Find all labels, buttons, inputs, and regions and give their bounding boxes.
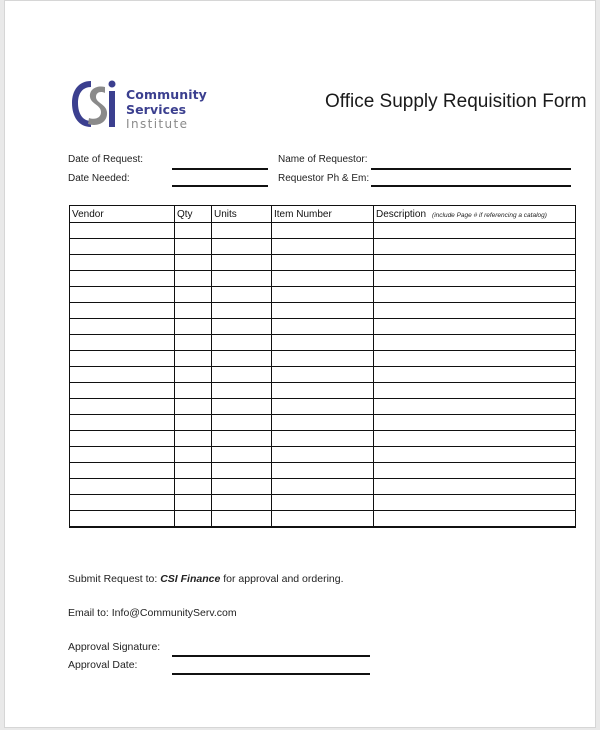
cell-qty[interactable] (175, 319, 212, 335)
cell-units[interactable] (212, 367, 272, 383)
cell-description[interactable] (374, 255, 576, 271)
table-row (70, 335, 576, 351)
cell-vendor[interactable] (70, 495, 175, 511)
csi-logo (69, 75, 207, 137)
cell-item-number[interactable] (272, 463, 374, 479)
cell-item-number[interactable] (272, 239, 374, 255)
cell-vendor[interactable] (70, 303, 175, 319)
approval-date-field[interactable] (172, 673, 370, 675)
cell-qty[interactable] (175, 367, 212, 383)
cell-units[interactable] (212, 431, 272, 447)
cell-vendor[interactable] (70, 287, 175, 303)
cell-description[interactable] (374, 447, 576, 463)
cell-description[interactable] (374, 351, 576, 367)
cell-description[interactable] (374, 271, 576, 287)
cell-vendor[interactable] (70, 447, 175, 463)
cell-item-number[interactable] (272, 495, 374, 511)
requestor-ph-em-field[interactable] (371, 185, 571, 187)
cell-vendor[interactable] (70, 351, 175, 367)
cell-units[interactable] (212, 255, 272, 271)
cell-vendor[interactable] (70, 335, 175, 351)
cell-item-number[interactable] (272, 447, 374, 463)
cell-units[interactable] (212, 399, 272, 415)
cell-item-number[interactable] (272, 351, 374, 367)
name-of-requestor-field[interactable] (371, 168, 571, 170)
table-row (70, 479, 576, 495)
date-needed-label: Date Needed: (68, 173, 130, 184)
cell-vendor[interactable] (70, 223, 175, 239)
cell-units[interactable] (212, 287, 272, 303)
cell-qty[interactable] (175, 511, 212, 527)
table-row (70, 495, 576, 511)
table-row (70, 287, 576, 303)
cell-units[interactable] (212, 383, 272, 399)
col-header-vendor: Vendor (70, 206, 175, 223)
cell-units[interactable] (212, 447, 272, 463)
email-line: Email to: Info@CommunityServ.com (68, 607, 237, 619)
table-row (70, 271, 576, 287)
cell-item-number[interactable] (272, 399, 374, 415)
table-row (70, 319, 576, 335)
cell-item-number[interactable] (272, 511, 374, 527)
cell-vendor[interactable] (70, 383, 175, 399)
table-row (70, 367, 576, 383)
logo-wordmark (126, 87, 207, 132)
cell-item-number[interactable] (272, 303, 374, 319)
cell-qty[interactable] (175, 495, 212, 511)
col-header-units: Units (212, 206, 272, 223)
cell-description[interactable] (374, 287, 576, 303)
col-header-qty: Qty (175, 206, 212, 223)
submit-request-recipient: CSI Finance (160, 573, 221, 585)
cell-qty[interactable] (175, 223, 212, 239)
cell-item-number[interactable] (272, 479, 374, 495)
cell-description[interactable] (374, 335, 576, 351)
supply-items-table (69, 205, 576, 528)
cell-item-number[interactable] (272, 415, 374, 431)
requestor-ph-em-label: Requestor Ph & Em: (278, 173, 370, 184)
cell-qty[interactable] (175, 447, 212, 463)
table-row (70, 511, 576, 527)
cell-qty[interactable] (175, 271, 212, 287)
cell-units[interactable] (212, 415, 272, 431)
cell-qty[interactable] (175, 415, 212, 431)
table-row (70, 239, 576, 255)
table-row (70, 463, 576, 479)
cell-item-number[interactable] (272, 431, 374, 447)
cell-vendor[interactable] (70, 415, 175, 431)
cell-qty[interactable] (175, 303, 212, 319)
cell-units[interactable] (212, 319, 272, 335)
cell-vendor[interactable] (70, 479, 175, 495)
date-of-request-label: Date of Request: (68, 154, 144, 165)
cell-description[interactable] (374, 239, 576, 255)
cell-vendor[interactable] (70, 319, 175, 335)
table-row (70, 415, 576, 431)
cell-vendor[interactable] (70, 239, 175, 255)
cell-description[interactable] (374, 431, 576, 447)
cell-description[interactable] (374, 303, 576, 319)
description-hint: (include Page # if referencing a catalog) (432, 211, 547, 219)
cell-vendor[interactable] (70, 367, 175, 383)
table-row (70, 431, 576, 447)
cell-qty[interactable] (175, 239, 212, 255)
submit-request-line (68, 573, 344, 585)
cell-item-number[interactable] (272, 335, 374, 351)
table-row (70, 351, 576, 367)
approval-signature-field[interactable] (172, 655, 370, 657)
cell-vendor[interactable] (70, 463, 175, 479)
cell-vendor[interactable] (70, 271, 175, 287)
cell-item-number[interactable] (272, 367, 374, 383)
cell-units[interactable] (212, 303, 272, 319)
cell-units[interactable] (212, 335, 272, 351)
table-row (70, 303, 576, 319)
cell-units[interactable] (212, 271, 272, 287)
approval-date-label: Approval Date: (68, 659, 138, 671)
approval-signature-label: Approval Signature: (68, 641, 161, 653)
cell-qty[interactable] (175, 399, 212, 415)
col-header-description (374, 206, 576, 223)
cell-description[interactable] (374, 479, 576, 495)
cell-description[interactable] (374, 399, 576, 415)
table-row (70, 399, 576, 415)
cell-units[interactable] (212, 351, 272, 367)
cell-units[interactable] (212, 495, 272, 511)
cell-item-number[interactable] (272, 319, 374, 335)
table-row (70, 447, 576, 463)
cell-description[interactable] (374, 415, 576, 431)
cell-qty[interactable] (175, 463, 212, 479)
cell-item-number[interactable] (272, 223, 374, 239)
description-label: Description (376, 208, 427, 220)
cell-description[interactable] (374, 367, 576, 383)
cell-description[interactable] (374, 319, 576, 335)
cell-units[interactable] (212, 511, 272, 527)
logo-line-institute: Institute (126, 117, 189, 131)
cell-units[interactable] (212, 479, 272, 495)
table-row (70, 223, 576, 239)
cell-description[interactable] (374, 383, 576, 399)
form-title: Office Supply Requisition Form (325, 91, 587, 112)
date-of-request-field[interactable] (172, 168, 268, 170)
logo-line-services: Services (126, 102, 187, 117)
date-needed-field[interactable] (172, 185, 268, 187)
table-row (70, 255, 576, 271)
cell-qty[interactable] (175, 351, 212, 367)
table-header-row (70, 206, 576, 223)
cell-vendor[interactable] (70, 431, 175, 447)
table-row (70, 383, 576, 399)
cell-qty[interactable] (175, 255, 212, 271)
cell-vendor[interactable] (70, 255, 175, 271)
col-header-item-number: Item Number (272, 206, 374, 223)
cell-qty[interactable] (175, 479, 212, 495)
cell-qty[interactable] (175, 335, 212, 351)
cell-units[interactable] (212, 463, 272, 479)
logo-line-community: Community (126, 87, 207, 102)
cell-qty[interactable] (175, 287, 212, 303)
cell-item-number[interactable] (272, 255, 374, 271)
csi-emblem-icon (69, 75, 125, 137)
table-body (70, 223, 576, 527)
cell-qty[interactable] (175, 383, 212, 399)
cell-qty[interactable] (175, 431, 212, 447)
requisition-form-page (4, 0, 596, 728)
cell-units[interactable] (212, 239, 272, 255)
cell-item-number[interactable] (272, 271, 374, 287)
cell-units[interactable] (212, 223, 272, 239)
cell-item-number[interactable] (272, 383, 374, 399)
name-of-requestor-label: Name of Requestor: (278, 154, 368, 165)
cell-vendor[interactable] (70, 399, 175, 415)
cell-description[interactable] (374, 511, 576, 527)
cell-item-number[interactable] (272, 287, 374, 303)
cell-description[interactable] (374, 463, 576, 479)
cell-vendor[interactable] (70, 511, 175, 527)
cell-description[interactable] (374, 495, 576, 511)
cell-description[interactable] (374, 223, 576, 239)
submit-request-prefix: Submit Request to: (68, 573, 158, 585)
submit-request-suffix: for approval and ordering. (223, 573, 344, 585)
